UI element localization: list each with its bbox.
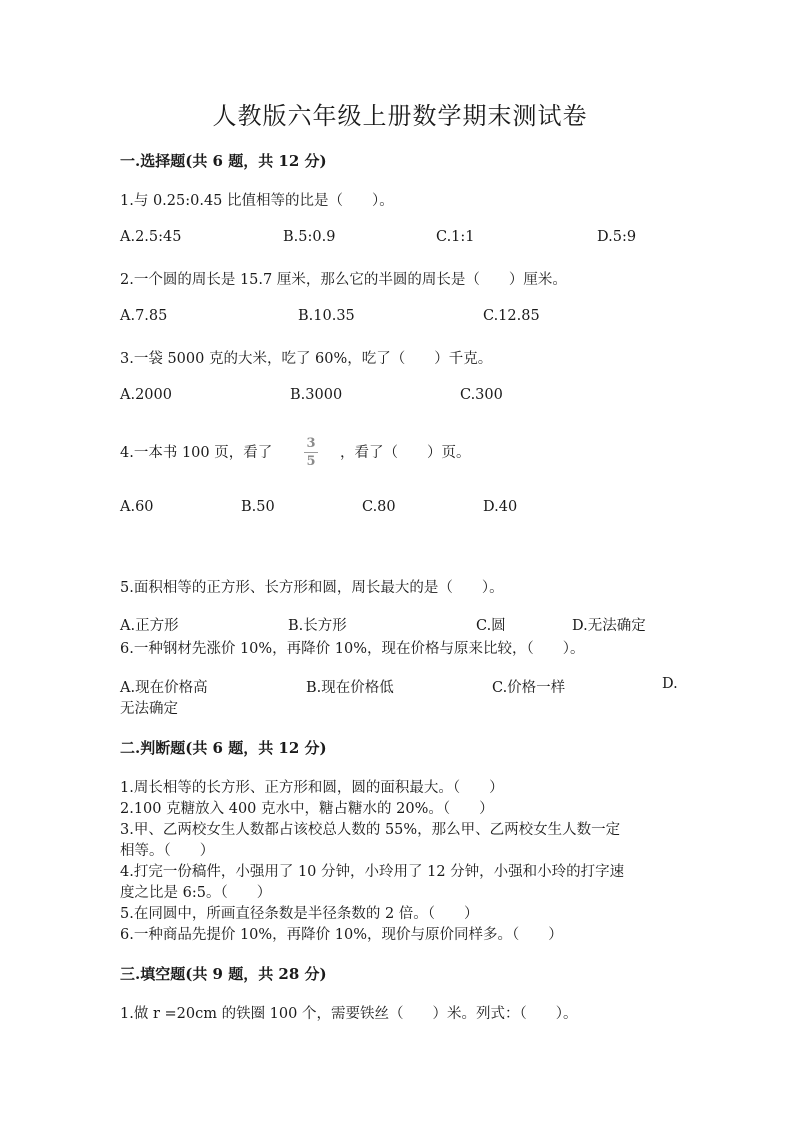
option-3c: C.300: [460, 387, 503, 403]
option-1c: C.1:1: [436, 229, 475, 245]
option-4b: B.50: [241, 499, 275, 515]
fraction-numerator: 3: [306, 436, 316, 451]
option-5b: B.长方形: [288, 618, 347, 634]
option-3a: A.2000: [120, 387, 172, 403]
option-3b: B.3000: [290, 387, 343, 403]
option-1b: B.5:0.9: [283, 229, 336, 245]
option-4d: D.40: [483, 499, 518, 515]
option-1a: A.2.5:45: [120, 229, 182, 245]
fraction-bar: [304, 452, 318, 453]
fraction-three-fifths: [303, 436, 319, 469]
question-judge-3: 3.甲、乙两校女生人数都占该校总人数的 55%，那么甲、乙两校女生人数一定: [120, 822, 621, 838]
question-choice-1: 1.与 0.25:0.45 比值相等的比是（ ）。: [120, 193, 394, 209]
question-choice-5: 5.面积相等的正方形、长方形和圆，周长最大的是（ ）。: [120, 580, 504, 596]
option-6d-text: 无法确定: [120, 701, 178, 717]
section-heading-choice: 一.选择题(共 6 题，共 12 分): [120, 152, 327, 170]
question-judge-2: 2.100 克糖放入 400 克水中，糖占糖水的 20%。（ ）: [120, 801, 494, 817]
option-6d: D.: [662, 676, 678, 692]
option-4c: C.80: [362, 499, 396, 515]
option-4a: A.60: [120, 499, 154, 515]
option-1d: D.5:9: [597, 229, 637, 245]
option-6c: C.价格一样: [492, 680, 566, 696]
option-6a: A.现在价格高: [120, 680, 208, 696]
question-choice-4-start: 4.一本书 100 页，看了: [120, 445, 273, 461]
question-fill-1: 1.做 r =20cm 的铁圈 100 个，需要铁丝（ ）米。列式：（ ）。: [120, 1006, 578, 1022]
option-2a: A.7.85: [120, 308, 168, 324]
option-6b: B.现在价格低: [306, 680, 394, 696]
section-heading-judge: 二.判断题(共 6 题，共 12 分): [120, 739, 327, 757]
question-choice-4-end: ，看了（ ）页。: [340, 445, 471, 461]
page-title: 人教版六年级上册数学期末测试卷: [212, 102, 588, 130]
question-judge-1: 1.周长相等的长方形、正方形和圆，圆的面积最大。（ ）: [120, 780, 504, 796]
question-choice-6: 6.一种钢材先涨价 10%，再降价 10%，现在价格与原来比较，（ ）。: [120, 641, 585, 657]
option-5d: D.无法确定: [572, 618, 646, 634]
option-2c: C.12.85: [483, 308, 540, 324]
option-2b: B.10.35: [298, 308, 355, 324]
question-judge-6: 6.一种商品先提价 10%，再降价 10%，现价与原价同样多。（ ）: [120, 927, 563, 943]
question-judge-3-cont: 相等。（ ）: [120, 843, 215, 859]
question-judge-5: 5.在同圆中，所画直径条数是半径条数的 2 倍。（ ）: [120, 906, 479, 922]
option-5a: A.正方形: [120, 618, 179, 634]
section-heading-fill: 三.填空题(共 9 题，共 28 分): [120, 965, 327, 983]
fraction-denominator: 5: [306, 454, 316, 469]
question-choice-3: 3.一袋 5000 克的大米，吃了 60%，吃了（ ）千克。: [120, 351, 493, 367]
question-judge-4-cont: 度之比是 6:5。（ ）: [120, 885, 272, 901]
question-choice-2: 2.一个圆的周长是 15.7 厘米，那么它的半圆的周长是（ ）厘米。: [120, 272, 567, 288]
option-5c: C.圆: [476, 618, 506, 634]
question-judge-4: 4.打完一份稿件，小强用了 10 分钟，小玲用了 12 分钟，小强和小玲的打字速: [120, 864, 625, 880]
